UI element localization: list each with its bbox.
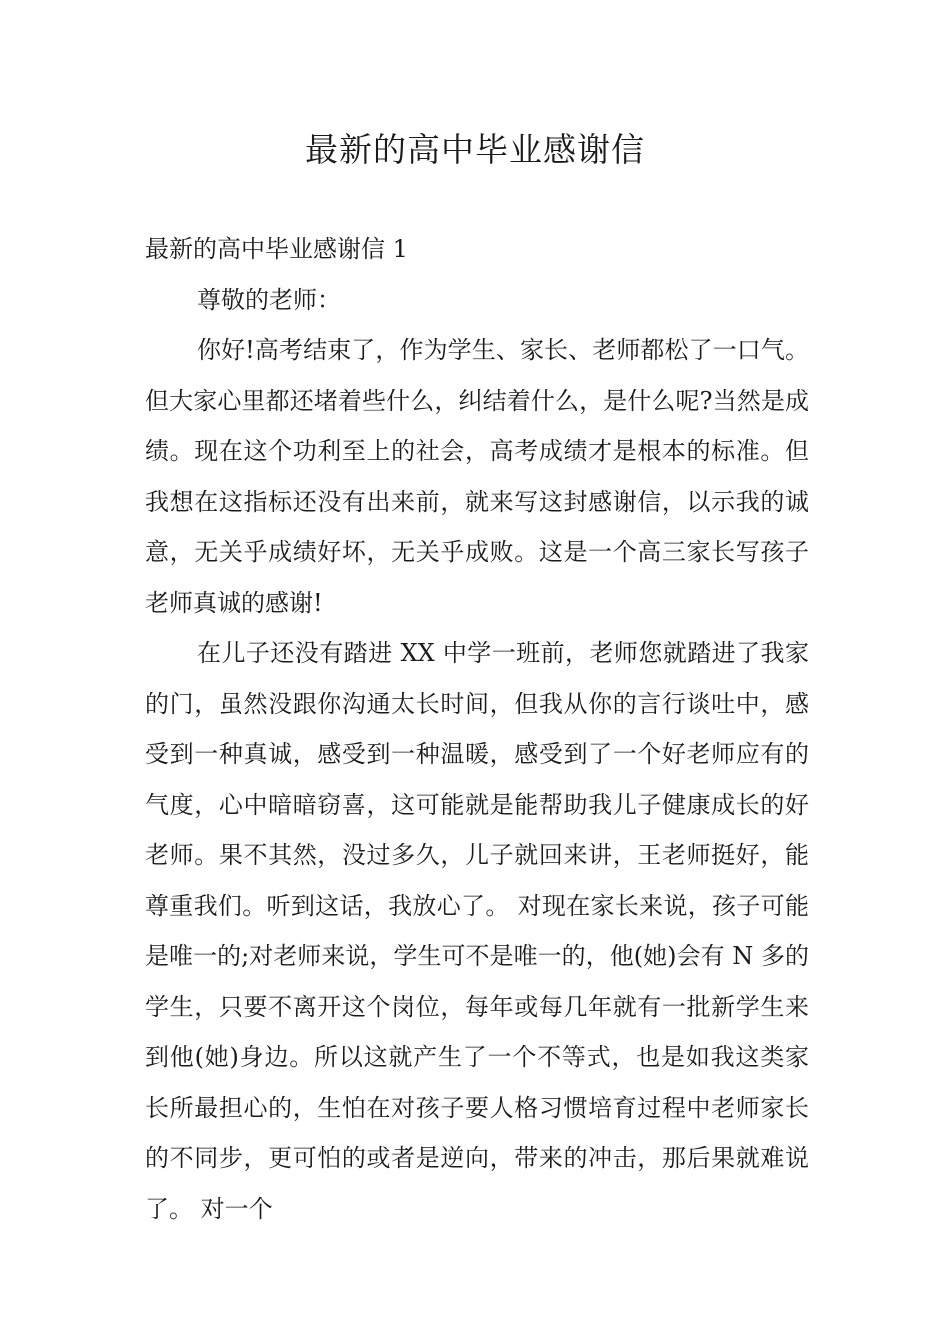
paragraph-2: 在儿子还没有踏进 XX 中学一班前，老师您就踏进了我家的门，虽然没跟你沟通太长时间，但我从你的言行谈吐中，感受到一种真诚，感受到一种温暖，感受到了一个好老师应有的气度，心中暗暗窃喜，这可能就是能帮助我儿子健康成长的好老师。果不其然，没过多久，儿子就回来讲，王老师挺好，能尊重我们。听到这话，我放心了。 对现在家长来说，孩子可能是唯一的;对老师来说，学生可不是唯一的，他(她)会有 N 多的学生，只要不离开这个岗位，每年或每几年就有一批新学生来到他(她)身边。所以这就产生了一个不等式，也是如我这类家长所最担心的，生怕在对孩子要人格习惯培育过程中老师家长的不同步，更可怕的或者是逆向，带来的冲击，那后果就难说了。 对一个 xyxy=(145,639,809,1223)
document-title: 最新的高中毕业感谢信 xyxy=(305,130,645,169)
document-body xyxy=(145,224,809,1234)
section-heading: 最新的高中毕业感谢信 1 xyxy=(145,235,408,263)
salutation: 尊敬的老师： xyxy=(197,285,341,314)
paragraph-1: 你好!高考结束了，作为学生、家长、老师都松了一口气。但大家心里都还堵着些什么，纠结着什么，是什么呢?当然是成绩。现在这个功利至上的社会，高考成绩才是根本的标准。但我想在这指标还没有出来前，就来写这封感谢信，以示我的诚意，无关乎成绩好坏，无关乎成败。这是一个高三家长写孩子老师真诚的感谢! xyxy=(145,336,809,617)
